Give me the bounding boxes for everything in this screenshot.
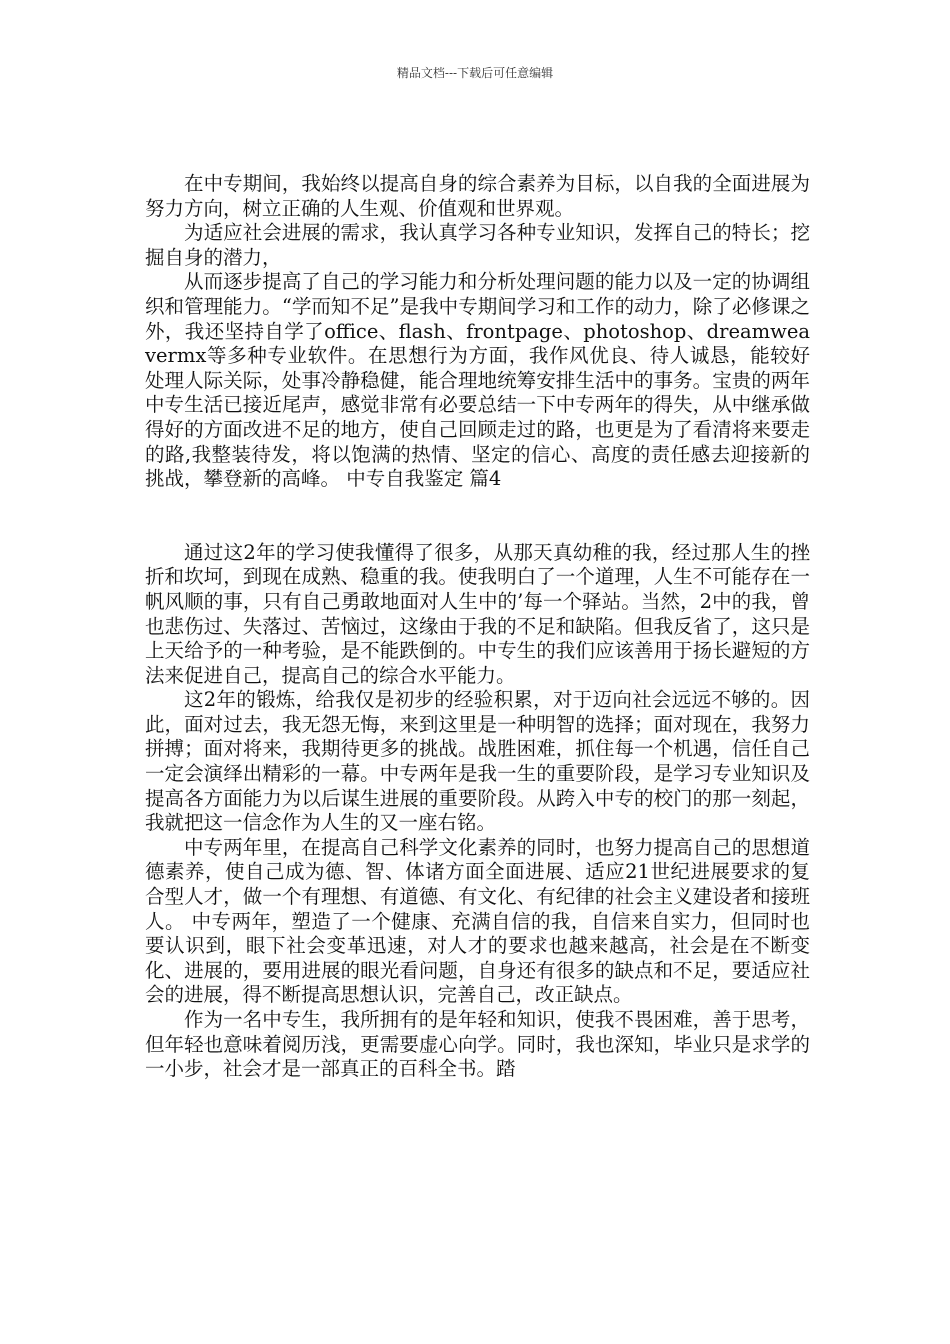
document-body <box>145 172 810 1082</box>
page-header: 精品文档---下载后可任意编辑 <box>396 66 554 80</box>
paragraph-7: 作为一名中专生，我所拥有的是年轻和知识，使我不畏困难，善于思考，但年轻也意味着阅历浅，更需要虚心向学。同时，我也深知，毕业只是求学的一小步，社会才是一部真正的百科全书。踏 <box>145 1008 810 1081</box>
paragraph-1: 在中专期间，我始终以提高自身的综合素养为目标，以自我的全面进展为努力方向，树立正确的人生观、价值观和世界观。 <box>145 172 810 220</box>
paragraph-5: 这2年的锻炼，给我仅是初步的经验积累，对于迈向社会远远不够的。因此，面对过去，我无怨无悔，来到这里是一种明智的选择；面对现在，我努力拼搏；面对将来，我期待更多的挑战。战胜困难，抓住每一个机遇，信任自己一定会演绎出精彩的一幕。中专两年是我一生的重要阶段，是学习专业知识及提高各方面能力为以后谋生进展的重要阶段。从跨入中专的校门的那一刻起，我就把这一信念作为人生的又一座右铭。 <box>145 688 810 835</box>
paragraph-4: 通过这2年的学习使我懂得了很多，从那天真幼稚的我，经过那人生的挫折和坎坷，到现在成熟、稳重的我。使我明白了一个道理，人生不可能存在一帆风顺的事，只有自己勇敢地面对人生中的’每一个驿站。当然，2中的我，曾也悲伤过、失落过、苦恼过，这缘由于我的不足和缺陷。但我反省了，这只是上天给予的一种考验，是不能跌倒的。中专生的我们应该善用于扬长避短的方法来促进自己，提高自己的综合水平能力。 <box>145 540 810 687</box>
paragraph-3: 从而逐步提高了自己的学习能力和分析处理问题的能力以及一定的协调组织和管理能力。“学而知不足”是我中专期间学习和工作的动力，除了必修课之外，我还坚持自学了office、flash、frontpage、photoshop、dreamweavermx等多种专业软件。在思想行为方面，我作风优良、待人诚恳，能较好处理人际关际，处事冷静稳健，能合理地统筹安排生活中的事务。宝贵的两年中专生活已接近尾声，感觉非常有必要总结一下中专两年的得失，从中继承做得好的方面改进不足的地方，使自己回顾走过的路，也更是为了看清将来要走的路,我整装待发，将以饱满的热情、坚定的信心、高度的责任感去迎接新的挑战，攀登新的高峰。 中专自我鉴定 篇4 <box>145 270 810 491</box>
paragraph-2: 为适应社会进展的需求，我认真学习各种专业知识，发挥自己的特长；挖掘自身的潜力， <box>145 221 810 269</box>
section-gap <box>145 492 810 541</box>
paragraph-6: 中专两年里，在提高自己科学文化素养的同时，也努力提高自己的思想道德素养，使自己成为德、智、体诸方面全面进展、适应21世纪进展要求的复合型人才，做一个有理想、有道德、有文化、有纪律的社会主义建设者和接班人。 中专两年，塑造了一个健康、充满自信的我，自信来自实力，但同时也要认识到，眼下社会变革迅速，对人才的要求也越来越高，社会是在不断变化、进展的，要用进展的眼光看问题，自身还有很多的缺点和不足，要适应社会的进展，得不断提高思想认识，完善自己，改正缺点。 <box>145 835 810 1007</box>
